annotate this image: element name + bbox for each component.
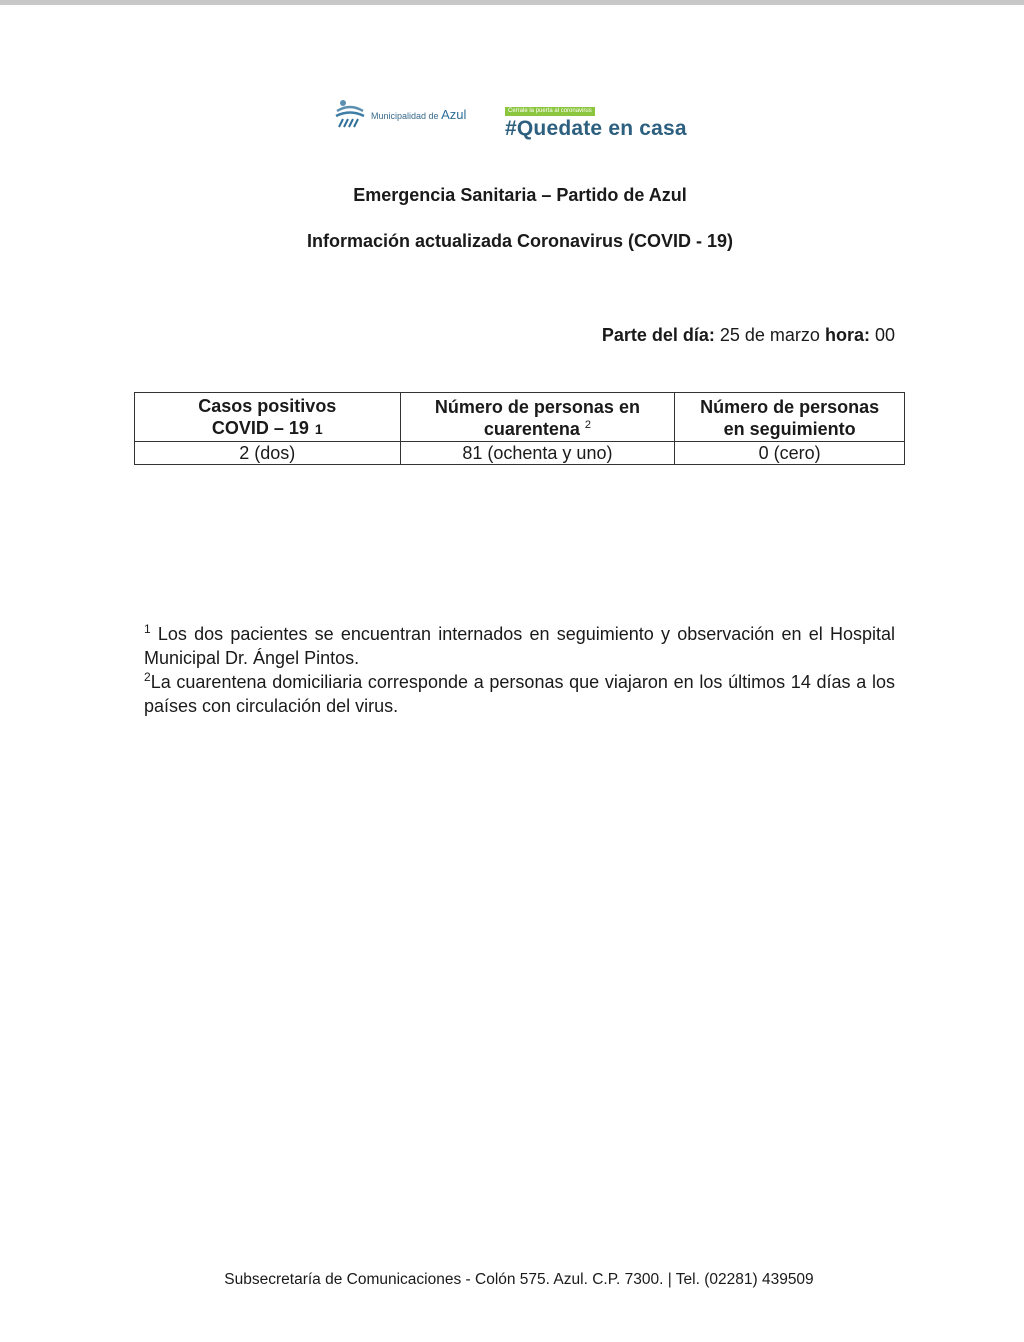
table-row [135,442,905,465]
header-casos-positivos: Casos positivos COVID – 19 1 [135,393,401,442]
footnote-number: 1 [144,622,151,636]
report-date-value: 25 de marzo [719,325,820,345]
page-footer: Subsecretaría de Comunicaciones - Colón 575. Azul. C.P. 7300. | Tel. (02281) 439509 [224,1271,814,1288]
cases-table [134,392,905,465]
header-personas-seguimiento: Número de personas en seguimiento [675,393,905,442]
header-personas-cuarentena: Número de personas en cuarentena $^2$ [400,393,675,442]
report-time-value: 00 [874,325,895,345]
top-rule [0,0,1024,5]
document-title: Emergencia Sanitaria – Partido de Azul [353,185,687,205]
footnote-1 [144,622,895,670]
quedate-en-casa-logo [505,99,687,140]
report-date [602,325,895,346]
campaign-tag: Cerrale la puerta al coronavirus [505,107,595,116]
document-subtitle: Información actualizada Coronavirus (COVID - 19) [306,231,734,251]
footnote-2 [144,670,895,718]
report-date-label: Parte del día: [601,325,715,345]
table-header-row [135,393,905,442]
footnote-text: La cuarentena domiciliaria corresponde a personas que viajaron en los últimos 14 días a los países con circulación del virus. [144,672,895,716]
footnote-ref-2: 2 [584,418,592,431]
footnotes [144,622,895,718]
cell-personas-cuarentena: 81 (ochenta y uno) [400,442,675,465]
municipalidad-logo-text: Municipalidad de Azul [371,106,467,122]
campaign-hashtag: #Quedate en casa [505,117,687,140]
cell-personas-seguimiento: 0 (cero) [675,442,905,465]
footnote-number: 2 [144,670,151,684]
report-time-label: hora: [824,325,870,345]
footnote-ref-1: 1 [314,421,323,437]
footnote-text: Los dos pacientes se encuentran internados en seguimiento y observación en el Hospital Municipal Dr. Ángel Pintos. [144,624,895,668]
municipalidad-logo [333,97,466,131]
municipalidad-emblem-icon [333,97,367,131]
cell-casos-positivos: 2 (dos) [135,442,401,465]
